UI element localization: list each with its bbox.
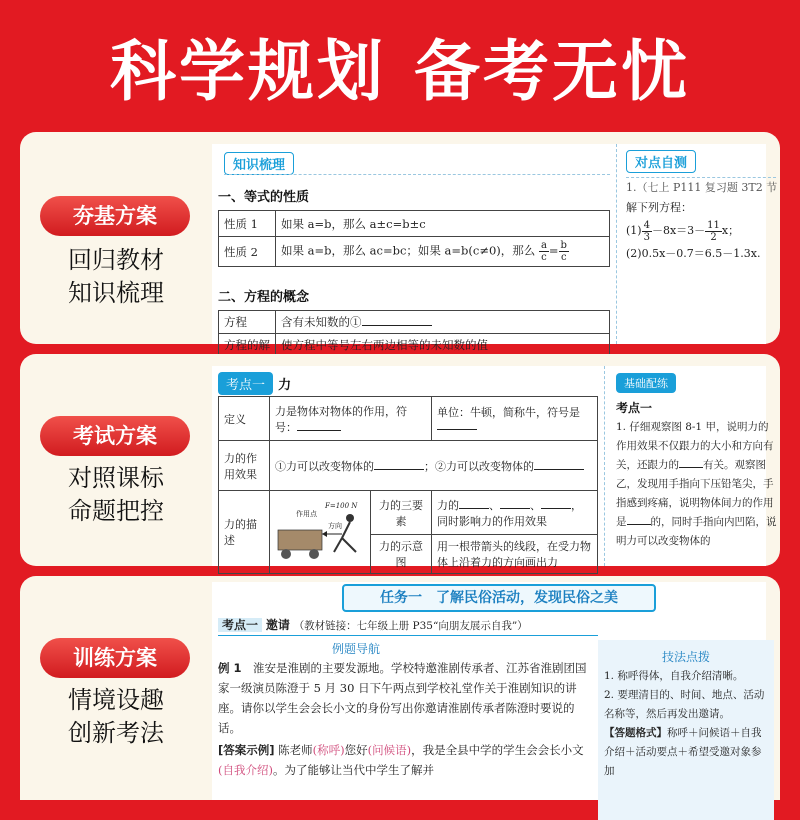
table-cell: 如果 a=b，那么 a±c=b±c bbox=[276, 211, 610, 237]
subheading: 二、方程的概念 bbox=[218, 290, 310, 305]
practice-heading: 考点一 bbox=[616, 401, 653, 415]
section-line: 对照课标 bbox=[68, 464, 164, 492]
practice-question: 1. 仔细观察图 8-1 甲，说明力的作用效果不仅跟力的大小和方向有关，还跟力的 有关。观察图乙，发现用手指向下压铅笔尖，手指感到疼痛，说明物体间力的作用是 的，同时手指向内凹陷，说明力可以改变物体的 bbox=[616, 421, 777, 547]
section-description bbox=[68, 244, 208, 310]
section-line: 创新考法 bbox=[68, 719, 164, 747]
answer-example: [答案示例] 陈老师(称呼)您好(问候语)，我是全县中学的学生会会长小文(自我介绍)。为了能够让当代中学生了解并 bbox=[218, 743, 584, 777]
section-label-panel bbox=[20, 132, 212, 344]
cart-figure bbox=[270, 494, 370, 568]
headline-part2: 备考无忧 bbox=[414, 33, 690, 110]
svg-text:F=100 N: F=100 N bbox=[325, 501, 358, 510]
page-preview bbox=[212, 144, 778, 352]
topic-title: 力 bbox=[278, 378, 292, 393]
section-label-panel bbox=[20, 354, 212, 566]
table-cell: 力的描述 bbox=[219, 491, 270, 574]
table-cell: 用一根带箭头的线段，在受力物体上沿着力的方向画出力 bbox=[432, 535, 598, 574]
force-figure bbox=[270, 491, 371, 574]
tips-content: 1. 称呼得体，自我介绍清晰。 2. 要理清目的、时间、地点、活动名称等，然后再发出邀请。 【答题格式】称呼＋问候语＋自我介绍＋活动要点＋希望受邀对象参加 bbox=[604, 670, 765, 777]
example-title: 例题导航 bbox=[332, 642, 381, 656]
section-line: 知识梳理 bbox=[68, 279, 164, 307]
table-cell: 定义 bbox=[219, 397, 270, 441]
svg-text:方向: 方向 bbox=[328, 521, 342, 530]
section-card-training bbox=[20, 576, 780, 800]
table-cell: 性质 2 bbox=[219, 237, 276, 267]
section-line: 命题把控 bbox=[68, 497, 164, 525]
section-card-exam bbox=[20, 354, 780, 569]
headline-part1: 科学规划 bbox=[110, 33, 386, 110]
equation-2: (2)0.5x－0.7＝6.5－1.3x. bbox=[626, 247, 761, 260]
section-description bbox=[68, 684, 208, 750]
page-preview bbox=[212, 582, 766, 800]
section-pill: 考试方案 bbox=[40, 416, 190, 456]
table-cell: 力的示意图 bbox=[371, 535, 432, 574]
section-line: 情境设趣 bbox=[68, 686, 164, 714]
table-cell: 性质 1 bbox=[219, 211, 276, 237]
table-cell: 方程 bbox=[219, 311, 276, 334]
table-cell: 使方程中等号左右两边相等的未知数的值 bbox=[276, 334, 610, 357]
table-cell: 方程的解 bbox=[219, 334, 276, 357]
subheading: 一、等式的性质 bbox=[218, 190, 310, 205]
equation-1: (1) $\frac{4}{3}$ －8x＝3－ $\frac{11}{2}$ x； bbox=[626, 219, 740, 243]
concept-table bbox=[218, 310, 610, 357]
topic-tag: 考点一 bbox=[218, 372, 273, 395]
practice-tag: 基础配练 bbox=[616, 373, 676, 393]
properties-table bbox=[218, 210, 610, 267]
table-cell: 力的三要素 bbox=[371, 491, 432, 535]
section-tag: 知识梳理 bbox=[224, 152, 294, 175]
practice-column bbox=[616, 372, 778, 551]
force-table bbox=[218, 396, 598, 574]
table-cell: 力的 、 、 ，同时影响力的作用效果 bbox=[432, 491, 598, 535]
section-label-panel bbox=[20, 576, 212, 800]
tips-title: 技法点拨 bbox=[661, 650, 710, 664]
section-tag: 对点自测 bbox=[626, 150, 696, 173]
table-cell: 如果 a=b，那么 ac=bc；如果 a=b(c≠0)，那么 $\frac{a}{c}$ = $\frac{b}{c}$ bbox=[276, 237, 610, 267]
table-cell: 含有未知数的① bbox=[276, 311, 610, 334]
task-banner: 任务一 了解民俗活动，发现民俗之美 bbox=[342, 584, 656, 612]
section-pill: 夯基方案 bbox=[40, 196, 190, 236]
topic-line: 考点一 邀请 （教材链接：七年级上册 P35“向朋友展示自我”） bbox=[218, 616, 598, 636]
section-line: 回归教材 bbox=[68, 246, 164, 274]
section-pill: 训练方案 bbox=[40, 638, 190, 678]
section-card-foundation bbox=[20, 132, 780, 352]
table-cell: 力的作用效果 bbox=[219, 441, 270, 491]
svg-text:作用点: 作用点 bbox=[296, 509, 317, 518]
page-preview bbox=[212, 366, 777, 569]
section-description bbox=[68, 462, 208, 528]
table-cell: ①力可以改变物体的 ；②力可以改变物体的 bbox=[270, 441, 598, 491]
tips-box bbox=[598, 640, 774, 820]
table-cell: 力是物体对物体的作用，符号： bbox=[270, 397, 432, 441]
example-text: 例 1 淮安是淮剧的主要发源地。学校特邀淮剧传承者、江苏省淮剧团国家一级演员陈澄于 5 月 30 日下午两点到学校礼堂作关于淮剧知识的讲座。请你以学生会会长小文的身份写出你邀请淮剧传承者陈澄时要说的话。 [答案示例] 陈老师(称呼)您好(问候语)，我是全县中学的学生会会长小文(自我介绍)。为了能够让当代中学生了解并 bbox=[218, 658, 588, 780]
headline bbox=[0, 18, 800, 113]
exercise-block: 1.（七上 P111 复习题 3T2 节 解下列方程： (1) $\frac{4}{3}$ －8x＝3－ $\frac{11}{2}$ x； (2)0.5x－0.7＝6.5－1.3x. bbox=[626, 178, 786, 264]
table-cell: 单位：牛顿，简称牛，符号是 bbox=[432, 397, 598, 441]
